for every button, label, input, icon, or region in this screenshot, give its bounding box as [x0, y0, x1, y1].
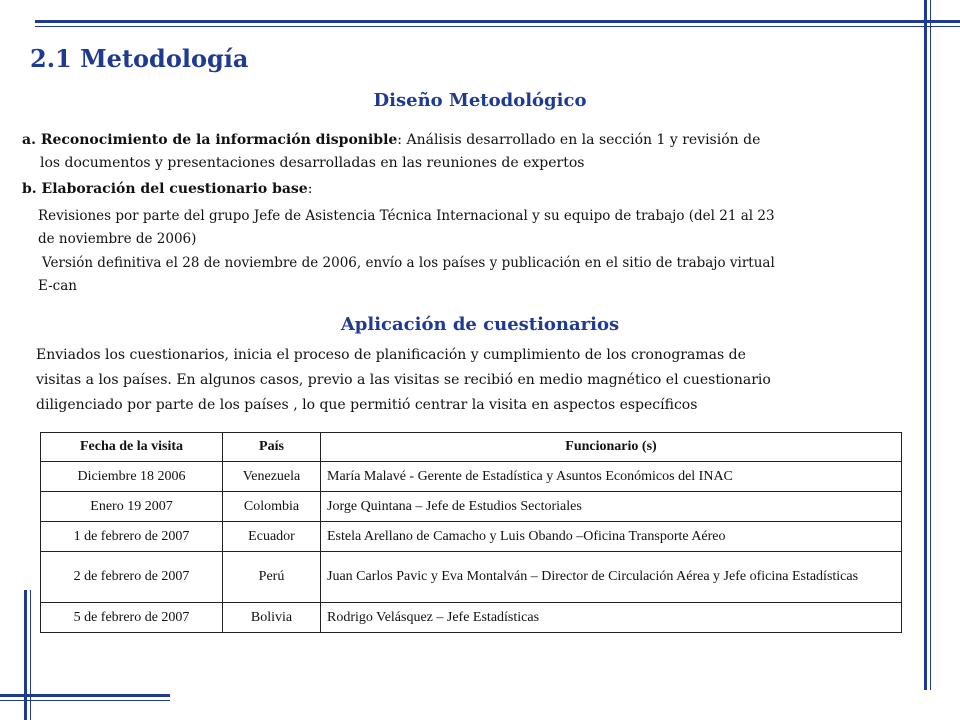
item-b-label: b. Elaboración del cuestionario base: [22, 181, 308, 197]
cell-country: Perú: [223, 552, 321, 603]
page-title: 2.1 Metodología: [30, 44, 249, 73]
cell-date: 5 de febrero de 2007: [41, 603, 223, 633]
top-horizontal-rule-thin: [35, 26, 960, 27]
top-horizontal-rule: [35, 20, 960, 23]
item-a-text: : Análisis desarrollado en la sección 1 y revisión de: [397, 132, 761, 148]
table-header-row: [41, 433, 902, 462]
item-b-p1-l2: de noviembre de 2006): [38, 231, 197, 247]
item-a-cont: los documentos y presentaciones desarrolladas en las reuniones de expertos: [40, 155, 585, 171]
application-text-l2: visitas a los países. En algunos casos, previo a las visitas se recibió en medio magnético el cuestionario: [36, 372, 771, 388]
item-b: [22, 179, 922, 199]
item-b-colon: :: [307, 181, 313, 197]
cell-date: 2 de febrero de 2007: [41, 552, 223, 603]
cell-official: Jorge Quintana – Jefe de Estudios Sectoriales: [321, 492, 902, 522]
item-b-p1-l1: Revisiones por parte del grupo Jefe de Asistencia Técnica Internacional y su equipo de trabajo (del 21 al 23: [38, 208, 775, 224]
design-heading: Diseño Metodológico: [373, 90, 587, 111]
bottom-horizontal-rule: [0, 694, 170, 697]
table-row: [41, 492, 902, 522]
application-text-l1: Enviados los cuestionarios, inicia el proceso de planificación y cumplimiento de los cronogramas de: [36, 347, 746, 363]
cell-date: Enero 19 2007: [41, 492, 223, 522]
item-b-p2-l1: Versión definitiva el 28 de noviembre de 2006, envío a los países y publicación en el sitio de trabajo virtual: [42, 255, 775, 271]
header-date: Fecha de la visita: [41, 433, 223, 462]
cell-official: Rodrigo Velásquez – Jefe Estadísticas: [321, 603, 902, 633]
item-a-label: a. Reconocimiento de la información disponible: [22, 132, 398, 148]
application-heading: Aplicación de cuestionarios: [340, 314, 620, 335]
cell-date: 1 de febrero de 2007: [41, 522, 223, 552]
bottom-horizontal-rule-thin: [0, 700, 170, 701]
cell-official: Juan Carlos Pavic y Eva Montalván – Director de Circulación Aérea y Jefe oficina Estadísticas: [321, 552, 902, 603]
header-official: Funcionario (s): [321, 433, 902, 462]
cell-official: Estela Arellano de Camacho y Luis Obando –Oficina Transporte Aéreo: [321, 522, 902, 552]
table-row: [41, 522, 902, 552]
visits-table: [40, 432, 902, 633]
cell-country: Venezuela: [223, 462, 321, 492]
header-country: País: [223, 433, 321, 462]
item-b-p2-l2: E-can: [38, 278, 77, 294]
application-text-l3: diligenciado por parte de los países , lo que permitió centrar la visita en aspectos específicos: [36, 397, 698, 413]
table-row: [41, 603, 902, 633]
cell-date: Diciembre 18 2006: [41, 462, 223, 492]
item-a: [22, 130, 922, 150]
table-row: [41, 552, 902, 603]
cell-official: María Malavé - Gerente de Estadística y Asuntos Económicos del INAC: [321, 462, 902, 492]
cell-country: Bolivia: [223, 603, 321, 633]
table-row: [41, 462, 902, 492]
cell-country: Colombia: [223, 492, 321, 522]
cell-country: Ecuador: [223, 522, 321, 552]
